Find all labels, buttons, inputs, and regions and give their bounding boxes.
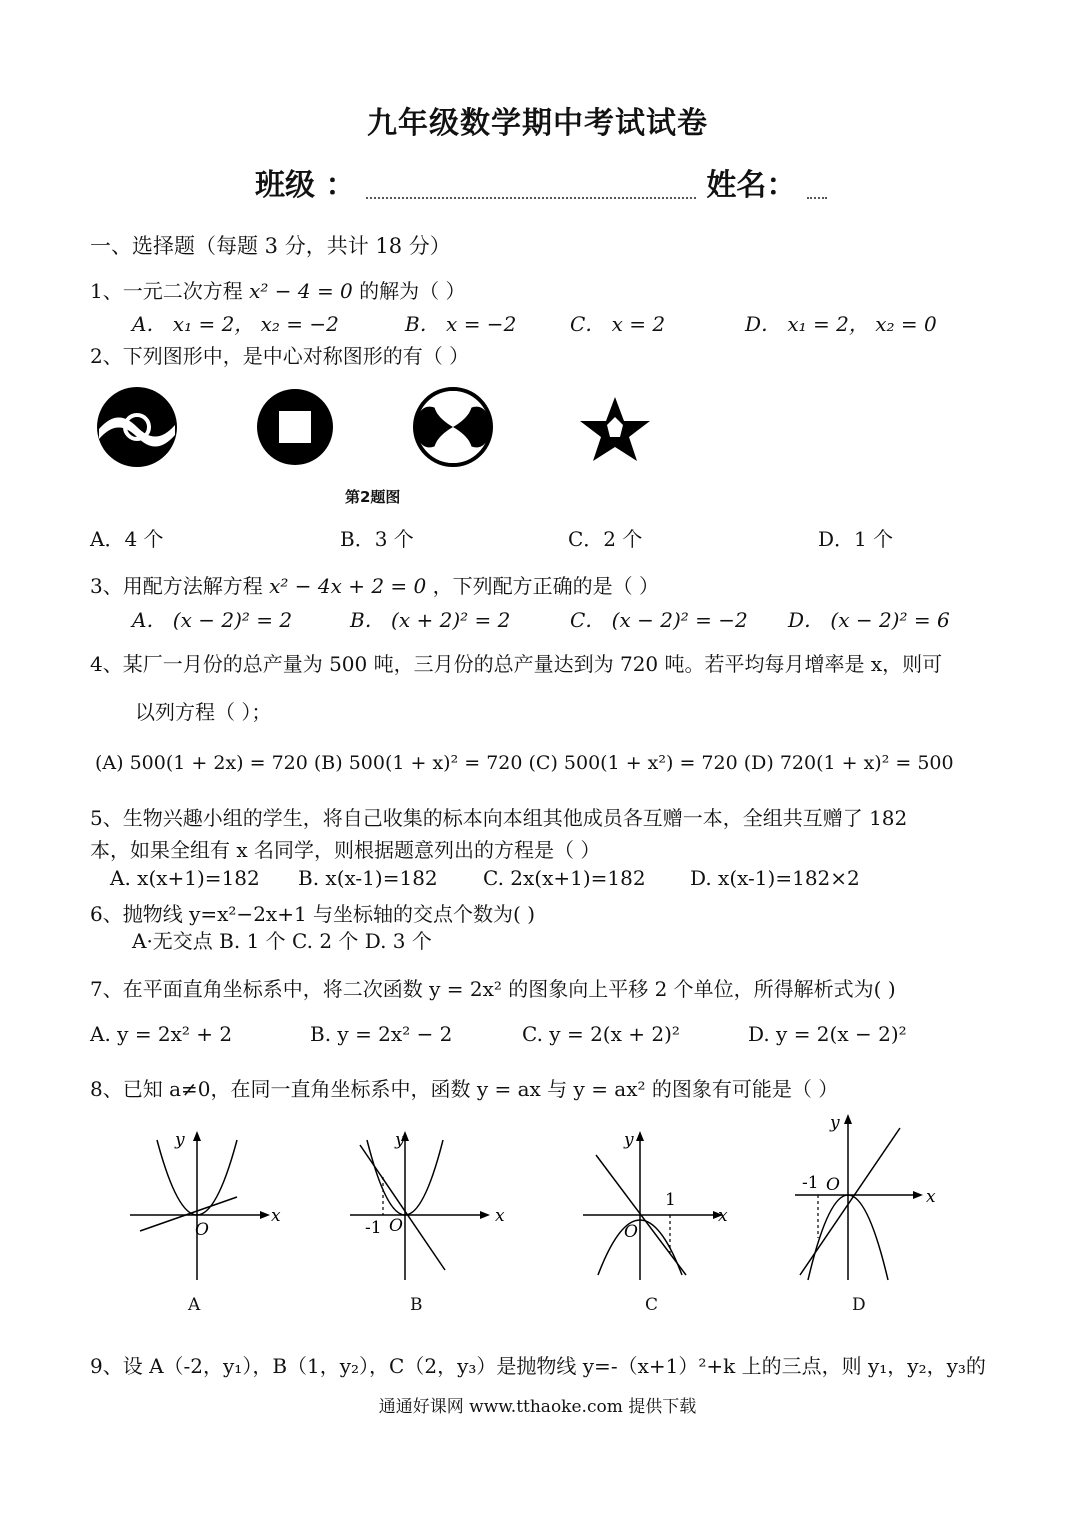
q2-option-b: B．3 个: [340, 527, 414, 551]
graph-d-neg1: -1: [802, 1173, 819, 1193]
class-field: [255, 160, 827, 204]
wave-circle-figure: [97, 387, 177, 467]
q3-stem-a: 3、用配方法解方程: [90, 574, 263, 598]
q8-graph-c: [578, 1125, 738, 1285]
pentagon-star-figure: [580, 397, 650, 461]
question-9-stem: 9、设 A（-2，y₁），B（1，y₂），C（2，y₃）是抛物线 y=-（x+1）²+k 上的三点，则 y₁，y₂，y₃的: [90, 1354, 986, 1378]
class-label: 班级 ：: [255, 168, 356, 203]
q5-option-a: A. x(x+1)=182: [110, 866, 260, 890]
q2-figures: [95, 385, 655, 475]
q1-stem-a: 1、一元二次方程: [90, 279, 243, 303]
question-7-stem: 7、在平面直角坐标系中，将二次函数 y = 2x² 的图象向上平移 2 个单位，所得解析式为( ): [90, 977, 896, 1001]
graph-c-y-label: y: [624, 1130, 634, 1150]
question-4-options: (A) 500(1 + 2x) = 720 (B) 500(1 + x)² = 720 (C) 500(1 + x²) = 720 (D) 720(1 + x)² = 500: [95, 752, 954, 774]
name-blank[interactable]: [807, 175, 827, 199]
q2-caption: 第2题图: [345, 488, 401, 506]
q1-option-d: D． x₁ = 2， x₂ = 0: [745, 312, 937, 336]
q1-stem-b: 的解为（ ）: [359, 279, 466, 303]
question-6-stem: 6、抛物线 y=x²−2x+1 与坐标轴的交点个数为( ): [90, 902, 535, 926]
graph-b-neg1: -1: [365, 1218, 382, 1238]
q1-option-b: B． x = −2: [405, 312, 517, 336]
q3-stem-b: ，下列配方正确的是（ ）: [432, 574, 659, 598]
q3-option-d: D． (x − 2)² = 6: [788, 608, 950, 632]
q8-graph-d-label: D: [852, 1295, 866, 1315]
section-heading: 一、选择题（每题 3 分，共计 18 分）: [90, 234, 451, 258]
name-label: 姓名：: [706, 168, 797, 203]
q8-graph-a-label: A: [188, 1295, 201, 1315]
graph-d-x-label: x: [926, 1187, 936, 1207]
graph-a-y-label: y: [175, 1130, 185, 1150]
graph-b-origin: O: [389, 1216, 403, 1236]
graph-d-origin: O: [826, 1175, 840, 1195]
question-4-line2: 以列方程（ ）；: [135, 700, 272, 724]
page-title: 九年级数学期中考试试卷: [367, 106, 708, 141]
q8-graph-b: [345, 1125, 505, 1285]
graph-a-x-label: x: [271, 1206, 281, 1226]
q1-equation: x² − 4 = 0: [249, 279, 353, 303]
four-petal-circle-figure: [415, 389, 491, 465]
q2-option-d: D．1 个: [818, 527, 894, 551]
graph-b-y-label: y: [395, 1130, 405, 1150]
q3-option-a: A． (x − 2)² = 2: [132, 608, 293, 632]
graph-c-one: 1: [665, 1190, 676, 1210]
q8-graph-d: [790, 1110, 950, 1285]
question-8-stem: 8、已知 a≠0，在同一直角坐标系中，函数 y = ax 与 y = ax² 的图象有可能是（ ）: [90, 1077, 839, 1101]
q2-option-c: C．2 个: [568, 527, 643, 551]
q7-option-d: D. y = 2(x − 2)²: [748, 1022, 907, 1046]
question-3-stem: [90, 570, 659, 599]
question-5-line2: 本，如果全组有 x 名同学，则根据题意列出的方程是（ ）: [90, 838, 601, 862]
question-6-options: A·无交点 B. 1 个 C. 2 个 D. 3 个: [132, 929, 432, 953]
q8-graph-a: [125, 1125, 285, 1285]
class-blank[interactable]: [366, 175, 696, 199]
graph-d-y-label: y: [830, 1113, 840, 1133]
q1-option-a: A． x₁ = 2， x₂ = −2: [132, 312, 339, 336]
graph-c-origin: O: [624, 1222, 638, 1242]
graph-c-x-label: x: [718, 1206, 728, 1226]
q3-option-c: C． (x − 2)² = −2: [570, 608, 748, 632]
question-2-stem: 2、下列图形中，是中心对称图形的有（ ）: [90, 344, 470, 368]
q5-option-b: B. x(x-1)=182: [298, 866, 438, 890]
q3-option-b: B． (x + 2)² = 2: [350, 608, 511, 632]
q8-graph-b-label: B: [410, 1295, 423, 1315]
graph-b-x-label: x: [495, 1206, 505, 1226]
square-hole-coin-figure: [257, 389, 333, 465]
question-4-line1: 4、某厂一月份的总产量为 500 吨，三月份的总产量达到为 720 吨。若平均每月增率是 x，则可: [90, 652, 943, 676]
q8-graph-c-label: C: [645, 1295, 659, 1315]
q3-equation: x² − 4x + 2 = 0: [269, 574, 427, 598]
graph-a-origin: O: [195, 1220, 209, 1240]
q7-option-b: B. y = 2x² − 2: [310, 1022, 453, 1046]
q1-option-c: C． x = 2: [570, 312, 666, 336]
page-footer[interactable]: 通通好课网 www.tthaoke.com 提供下载: [378, 1397, 697, 1417]
q5-option-c: C. 2x(x+1)=182: [483, 866, 646, 890]
question-1-stem: [90, 275, 466, 304]
q7-option-c: C. y = 2(x + 2)²: [522, 1022, 680, 1046]
q2-option-a: A．4 个: [90, 527, 164, 551]
question-5-line1: 5、生物兴趣小组的学生，将自己收集的标本向本组其他成员各互赠一本，全组共互赠了 182: [90, 806, 908, 830]
q5-option-d: D. x(x-1)=182×2: [690, 866, 860, 890]
q7-option-a: A. y = 2x² + 2: [90, 1022, 233, 1046]
